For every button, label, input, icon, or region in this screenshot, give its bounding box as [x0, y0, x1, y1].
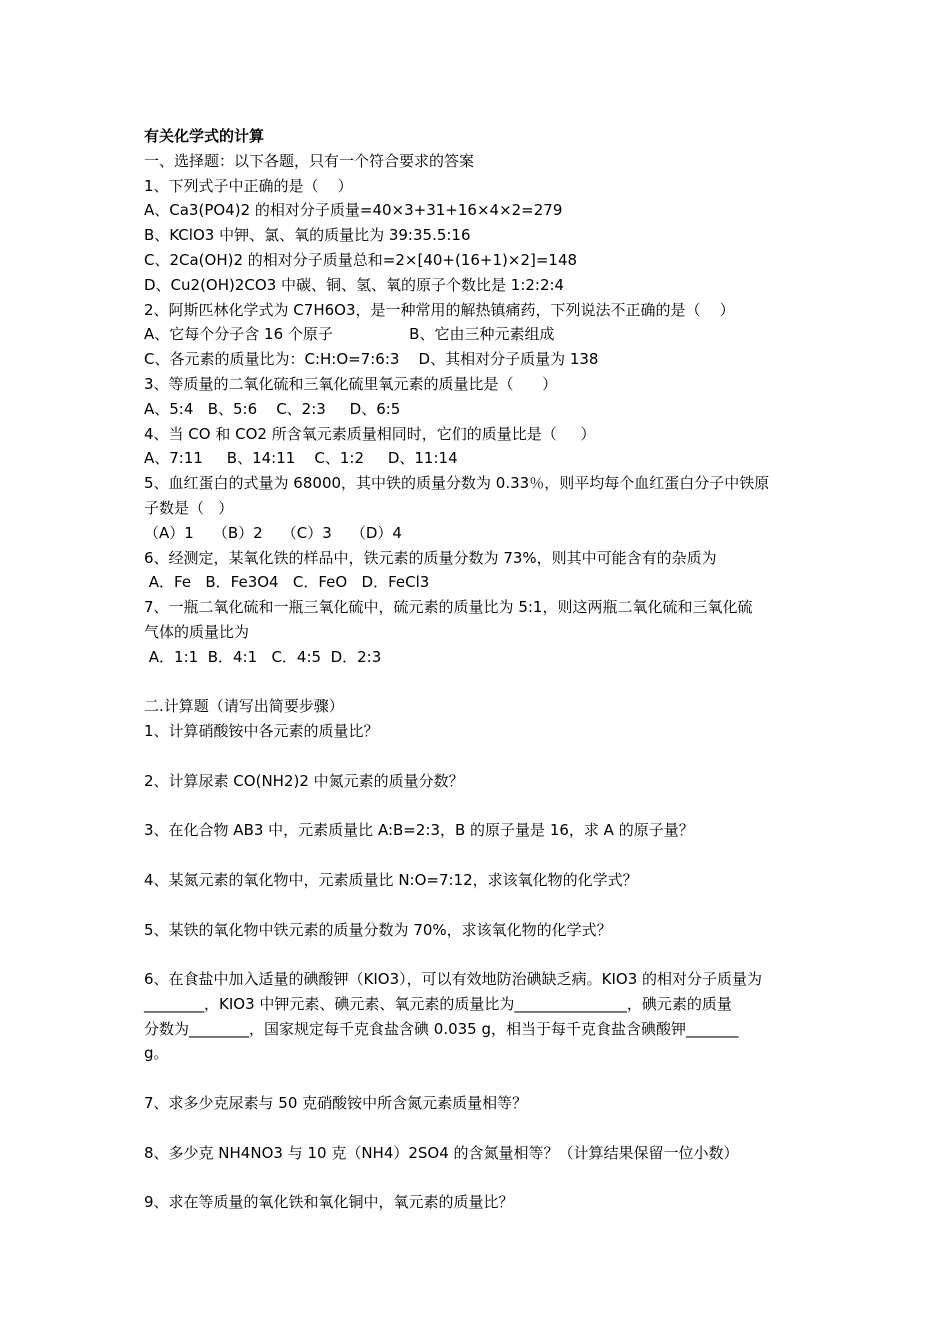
q7-stem-line2: 气体的质量比为: [144, 622, 250, 641]
q3-stem: 3、等质量的二氧化硫和三氧化硫里氧元素的质量比是（ ）: [144, 374, 558, 393]
spacer: [144, 942, 814, 967]
q1-option-b: B、KClO3 中钾、氯、氧的质量比为 39:35.5:16: [144, 226, 471, 245]
calc-q9: 9、求在等质量的氧化铁和氧化铜中，氧元素的质量比？: [144, 1193, 514, 1212]
spacer: [144, 1116, 814, 1141]
page-title: 有关化学式的计算: [144, 127, 265, 145]
calc-q7: 7、求多少克尿素与 50 克硝酸铵中所含氮元素质量相等？: [144, 1094, 528, 1113]
calc-q1: 1、计算硝酸铵中各元素的质量比？: [144, 722, 379, 741]
q1-option-a: A、Ca3(PO4)2 的相对分子质量=40×3+31+16×4×2=279: [144, 201, 563, 220]
q5-options: （A）1 （B）2 （C）3 （D）4: [144, 523, 402, 542]
section2-heading: 二.计算题（请写出简要步骤）: [144, 697, 344, 716]
section1-heading: 一、选择题：以下各题，只有一个符合要求的答案: [144, 151, 475, 170]
q1-stem: 1、下列式子中正确的是（ ）: [144, 176, 353, 195]
q7-stem-line1: 7、一瓶二氧化硫和一瓶三氧化硫中，硫元素的质量比为 5:1，则这两瓶二氧化硫和三氧化硫: [144, 598, 753, 617]
calc-q6-line3: 分数为________，国家规定每千克食盐含碘 0.035 g，相当于每千克食盐含碘酸钾_______: [144, 1019, 739, 1038]
calc-q8: 8、多少克 NH4NO3 与 10 克（NH4）2SO4 的含氮量相等？（计算结果保留一位小数）: [144, 1143, 739, 1162]
q6-options: A．Fe B．Fe3O4 C．FeO D．FeCl3: [144, 573, 430, 592]
calc-q6-line1: 6、在食盐中加入适量的碘酸钾（KIO3），可以有效地防治碘缺乏病。KIO3 的相对分子质量为: [144, 970, 763, 989]
q1-option-d: D、Cu2(OH)2CO3 中碳、铜、氢、氧的原子个数比是 1:2:2:4: [144, 275, 565, 294]
q5-stem-line2: 子数是（ ）: [144, 498, 234, 517]
calc-q4: 4、某氮元素的氧化物中，元素质量比 N:O=7:12，求该氧化物的化学式？: [144, 870, 638, 889]
q2-stem: 2、阿斯匹林化学式为 C7H6O3，是一种常用的解热镇痛药，下列说法不正确的是（ ）: [144, 300, 735, 319]
q4-stem: 4、当 CO 和 CO2 所含氧元素质量相同时，它们的质量比是（ ）: [144, 424, 596, 443]
spacer: [144, 1165, 814, 1190]
spacer: [144, 1066, 814, 1091]
spacer: [144, 670, 814, 695]
spacer: [144, 744, 814, 769]
spacer: [144, 843, 814, 868]
document-body: [144, 124, 814, 1215]
q2-options-cd: C、各元素的质量比为：C:H:O=7:6:3 D、其相对分子质量为 138: [144, 350, 599, 369]
q1-option-c: C、2Ca(OH)2 的相对分子质量总和=2×[40+(16+1)×2]=148: [144, 250, 578, 269]
calc-q6-line4: g。: [144, 1044, 169, 1063]
q4-options: A、7:11 B、14:11 C、1:2 D、11:14: [144, 449, 458, 468]
spacer: [144, 893, 814, 918]
q7-options: A．1:1 B．4:1 C．4:5 D．2:3: [144, 647, 382, 666]
calc-q2: 2、计算尿素 CO(NH2)2 中氮元素的质量分数？: [144, 771, 464, 790]
calc-q5: 5、某铁的氧化物中铁元素的质量分数为 70%，求该氧化物的化学式？: [144, 920, 612, 939]
spacer: [144, 794, 814, 819]
q6-stem: 6、经测定，某氧化铁的样品中，铁元素的质量分数为 73%，则其中可能含有的杂质为: [144, 548, 717, 567]
calc-q6-line2: ________，KIO3 中钾元素、碘元素、氧元素的质量比为_______________，碘元素的质量: [144, 994, 732, 1013]
q3-options: A、5:4 B、5:6 C、2:3 D、6:5: [144, 399, 401, 418]
q5-stem-line1: 5、血红蛋白的式量为 68000，其中铁的质量分数为 0.33％，则平均每个血红蛋白分子中铁原: [144, 474, 770, 493]
calc-q3: 3、在化合物 AB3 中，元素质量比 A:B=2:3，B 的原子量是 16，求 A 的原子量？: [144, 821, 694, 840]
q2-options-ab: A、它每个分子含 16 个原子 B、它由三种元素组成: [144, 325, 555, 344]
